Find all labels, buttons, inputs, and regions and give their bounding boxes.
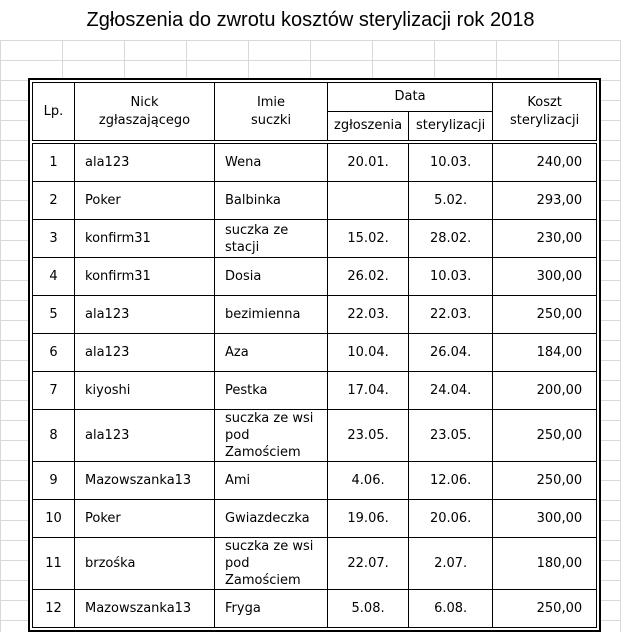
header-sterylizacji: sterylizacji (409, 112, 493, 141)
cell-lp: 6 (33, 334, 75, 372)
cell-imie: Aza (215, 334, 328, 372)
cell-koszt: 250,00 (493, 462, 597, 500)
header-koszt (493, 83, 597, 141)
cell-data-sterylizacji: 22.03. (409, 296, 493, 334)
table-row (33, 258, 597, 296)
cell-lp: 3 (33, 220, 75, 258)
cell-data-sterylizacji: 5.02. (409, 182, 493, 220)
header-imie-line2: suczki (250, 112, 292, 128)
table-row (33, 182, 597, 220)
cell-imie: Balbinka (215, 182, 328, 220)
cell-nick: ala123 (75, 296, 215, 334)
cell-nick: Poker (75, 500, 215, 538)
cell-koszt: 230,00 (493, 220, 597, 258)
cell-data-zgloszenia: 4.06. (328, 462, 409, 500)
table-row (33, 590, 597, 628)
table-row (33, 334, 597, 372)
table-row (33, 220, 597, 258)
cell-imie: Pestka (215, 372, 328, 410)
cell-nick: Poker (75, 182, 215, 220)
cell-nick: konfirm31 (75, 258, 215, 296)
cell-lp: 10 (33, 500, 75, 538)
cell-imie: suczka ze wsi pod Zamościem (215, 538, 328, 590)
cell-koszt: 250,00 (493, 590, 597, 628)
cell-data-sterylizacji: 10.03. (409, 258, 493, 296)
cell-imie: Gwiazdeczka (215, 500, 328, 538)
cell-lp: 9 (33, 462, 75, 500)
cell-lp: 2 (33, 182, 75, 220)
cell-data-zgloszenia: 22.03. (328, 296, 409, 334)
header-imie-line1: Imie (256, 94, 286, 110)
cell-data-zgloszenia: 22.07. (328, 538, 409, 590)
header-lp: Lp. (33, 83, 75, 141)
cell-koszt: 184,00 (493, 334, 597, 372)
table-row (33, 538, 597, 590)
cell-imie: Dosia (215, 258, 328, 296)
cell-data-zgloszenia: 23.05. (328, 410, 409, 462)
table-row (33, 296, 597, 334)
costs-table (32, 82, 597, 628)
table-row (33, 372, 597, 410)
cell-imie: Ami (215, 462, 328, 500)
cell-data-sterylizacji: 28.02. (409, 220, 493, 258)
cell-data-sterylizacji: 6.08. (409, 590, 493, 628)
header-imie (215, 83, 328, 141)
cell-koszt: 250,00 (493, 296, 597, 334)
cell-koszt: 293,00 (493, 182, 597, 220)
cell-data-zgloszenia (328, 182, 409, 220)
costs-table-frame (28, 78, 601, 632)
header-nick-line2: zgłaszającego (98, 112, 191, 128)
header-row-top (33, 83, 597, 112)
cell-data-sterylizacji: 26.04. (409, 334, 493, 372)
table-body (33, 144, 597, 628)
cell-data-sterylizacji: 23.05. (409, 410, 493, 462)
cell-koszt: 250,00 (493, 410, 597, 462)
cell-nick: kiyoshi (75, 372, 215, 410)
cell-imie: suczka ze wsi pod Zamościem (215, 410, 328, 462)
header-koszt-line1: Koszt (527, 94, 562, 110)
cell-nick: brzośka (75, 538, 215, 590)
cell-lp: 4 (33, 258, 75, 296)
sheet-title: Zgłoszenia do zwrotu kosztów sterylizacji rok 2018 (0, 0, 621, 40)
table-row (33, 144, 597, 182)
cell-lp: 11 (33, 538, 75, 590)
header-nick-line1: Nick (130, 94, 159, 110)
header-nick (75, 83, 215, 141)
cell-lp: 5 (33, 296, 75, 334)
cell-data-sterylizacji: 10.03. (409, 144, 493, 182)
cell-lp: 8 (33, 410, 75, 462)
cell-data-zgloszenia: 17.04. (328, 372, 409, 410)
cell-koszt: 300,00 (493, 258, 597, 296)
cell-imie: suczka ze stacji (215, 220, 328, 258)
cell-data-sterylizacji: 2.07. (409, 538, 493, 590)
cell-nick: Mazowszanka13 (75, 462, 215, 500)
cell-data-zgloszenia: 20.01. (328, 144, 409, 182)
cell-data-zgloszenia: 19.06. (328, 500, 409, 538)
cell-imie: Wena (215, 144, 328, 182)
table-row (33, 500, 597, 538)
cell-imie: bezimienna (215, 296, 328, 334)
table-row (33, 410, 597, 462)
cell-nick: ala123 (75, 410, 215, 462)
header-zgloszenia: zgłoszenia (328, 112, 409, 141)
header-koszt-line2: sterylizacji (509, 112, 580, 128)
cell-lp: 12 (33, 590, 75, 628)
cell-koszt: 300,00 (493, 500, 597, 538)
cell-imie: Fryga (215, 590, 328, 628)
cell-data-sterylizacji: 12.06. (409, 462, 493, 500)
header-data: Data (328, 83, 493, 112)
cell-koszt: 200,00 (493, 372, 597, 410)
cell-data-zgloszenia: 10.04. (328, 334, 409, 372)
cell-nick: ala123 (75, 334, 215, 372)
cell-nick: Mazowszanka13 (75, 590, 215, 628)
cell-lp: 7 (33, 372, 75, 410)
cell-data-zgloszenia: 5.08. (328, 590, 409, 628)
cell-data-sterylizacji: 20.06. (409, 500, 493, 538)
cell-nick: ala123 (75, 144, 215, 182)
cell-nick: konfirm31 (75, 220, 215, 258)
cell-lp: 1 (33, 144, 75, 182)
cell-koszt: 180,00 (493, 538, 597, 590)
cell-data-zgloszenia: 26.02. (328, 258, 409, 296)
table-row (33, 462, 597, 500)
cell-koszt: 240,00 (493, 144, 597, 182)
cell-data-sterylizacji: 24.04. (409, 372, 493, 410)
cell-data-zgloszenia: 15.02. (328, 220, 409, 258)
